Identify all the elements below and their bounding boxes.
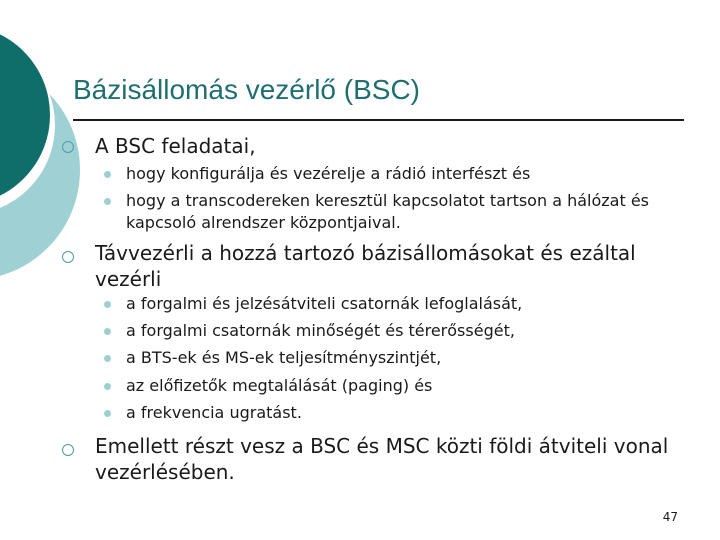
dot-bullet-icon <box>104 383 111 390</box>
bullet-1-sub-2: hogy a transcodereken keresztül kapcsolatot tartson a hálózat és kapcsoló alrendszer központjaival. <box>126 191 650 232</box>
circle-bullet-icon <box>62 141 74 153</box>
bullet-1-text: A BSC feladatai, <box>95 134 256 158</box>
slide-title: Bázisállomás vezérlő (BSC) <box>73 74 420 105</box>
dot-bullet-icon <box>104 328 111 335</box>
bullet-2-sub-2: a forgalmi csatornák minőségét és térerősségét, <box>126 321 515 340</box>
title-underline <box>73 119 684 121</box>
bullet-1-sub-1: hogy konfigurálja és vezérelje a rádió interfészt és <box>126 164 531 183</box>
circle-bullet-icon <box>62 251 74 263</box>
bullet-2-sub-1: a forgalmi és jelzésátviteli csatornák lefoglalását, <box>126 294 523 313</box>
bullet-3-text: Emellett részt vesz a BSC és MSC közti földi átviteli vonal vezérlésében. <box>95 434 669 484</box>
dot-bullet-icon <box>104 410 111 417</box>
circle-bullet-icon <box>62 444 74 456</box>
dot-bullet-icon <box>104 171 111 178</box>
bullet-2-sub-4: az előfizetők megtalálását (paging) és <box>126 376 433 395</box>
bullet-2-text: Távvezérli a hozzá tartozó bázisállomásokat és ezáltal vezérli <box>95 241 636 291</box>
bullet-2-sub-5: a frekvencia ugratást. <box>126 403 302 422</box>
dot-bullet-icon <box>104 355 111 362</box>
bullet-2-sub-3: a BTS-ek és MS-ek teljesítményszintjét, <box>126 348 442 367</box>
dot-bullet-icon <box>104 301 111 308</box>
page-number: 47 <box>662 510 678 524</box>
dot-bullet-icon <box>104 198 111 205</box>
